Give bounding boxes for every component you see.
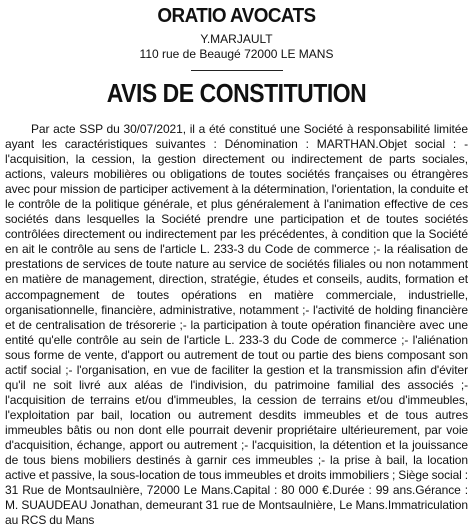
firm-name: ORATIO AVOCATS <box>157 4 316 27</box>
separator-rule <box>191 70 283 71</box>
lawyer-name: Y.MARJAULT <box>200 32 273 46</box>
firm-contact-block <box>5 32 468 62</box>
notice-title: AVIS DE CONSTITUTION <box>106 80 367 108</box>
notice-body: Par acte SSP du 30/07/2021, il a été constitué une Société à responsabilité limitée ayant les caractéristiques suivantes : Dénomination : MARTHAN.Objet social : - l'acquisition, la cession, la gestion directement ou indirectement de parts sociales, actions, valeurs mobilières ou obligations de toutes sociétés françaises ou étrangères avec pour mission de participer activement à la détermination, l'orientation, la conduite et le contrôle de la politique générale, et plus généralement à l'animation effective de ces sociétés dans lesquelles la Société prendre une participation et de toutes sociétés contrôlées directement ou indirectement par les précédentes, à condition que la Société en ait le contrôle au sens de l'article L. 233-3 du Code de commerce ;- la réalisation de prestations de services de toute nature au service de sociétés filiales ou non notamment en matière de management, direction, stratégie, études et conseils, audits, formation et accompagnement de toutes opérations en matière commerciale, industrielle, organisationnelle, financière, administrative, notamment ;- l'activité de holding financière et de centralisation de trésorerie ;- la participation à toute opération financière avec une entité qu'elle contrôle au sein de l'article L. 233-3 du Code de commerce ;- l'aliénation sous forme de vente, d'apport ou autrement de tout ou partie des biens composant son actif social ;- l'organisation, en vue de faciliter la gestion et la transmission afin d'éviter qu'il ne soit livré aux aléas de l'indivision, du patrimoine familial des associés ;- l'acquisition de terrains et/ou d'immeubles, la cession de terrains et/ou d'immeubles, l'exploitation par bail, location ou autrement desdits immeubles et de tous autres immeubles bâtis ou non dont elle pourrait devenir propriétaire ultérieurement, par voie d'acquisition, échange, apport ou autrement ;- l'acquisition, la détention et la jouissance de tous biens mobiliers destinés à garnir ces immeubles ;- la prise à bail, la location active et passive, la sous-location de tous immeubles et droits immobiliers ; Siège social : 31 Rue de Montsaulnière, 72000 Le Mans.Capital : 80 000 €.Durée : 99 ans.Gérance : M. SUAUDEAU Jonathan, demeurant 31 rue de Montsaulnière, Le Mans.Immatriculation au RCS du Mans <box>5 122 468 528</box>
firm-address: 110 rue de Beaugé 72000 LE MANS <box>139 47 334 61</box>
